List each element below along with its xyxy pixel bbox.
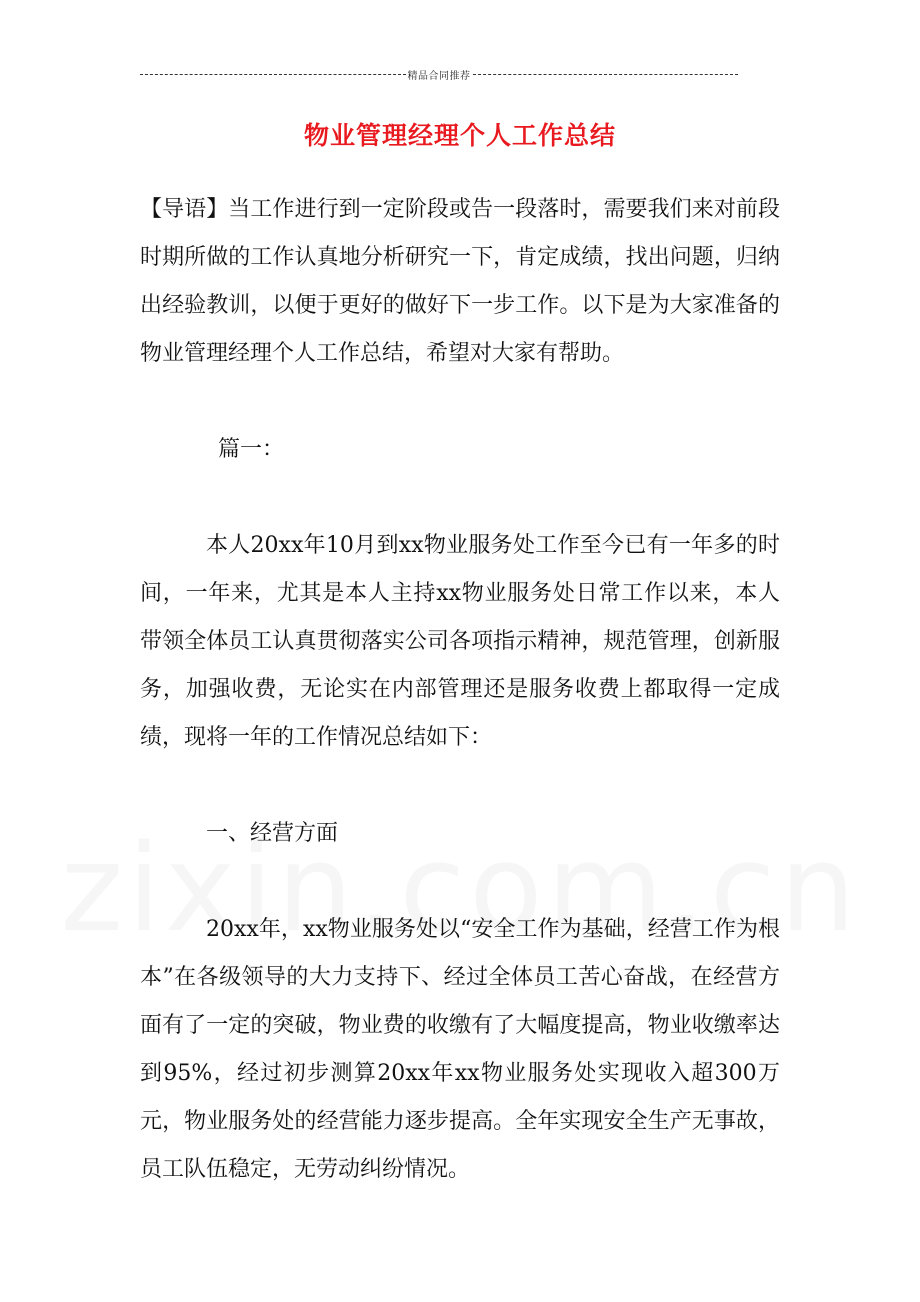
paragraph-1: 本人20xx年10月到xx物业服务处工作至今已有一年多的时间，一年来，尤其是本人主持xx物业服务处日常工作以来，本人带领全体员工认真贯彻落实公司各项指示精神，规范管理，创新服务，加强收费，无论实在内部管理还是服务收费上都取得一定成绩，现将一年的工作情况总结如下： xyxy=(140,533,780,750)
header-label: 精品合同推荐 xyxy=(407,70,471,82)
heading-business: 一、经营方面 xyxy=(206,821,339,846)
document-title: 物业管理经理个人工作总结 xyxy=(303,121,616,150)
header-dash-left xyxy=(140,74,406,75)
paragraph-2: 20xx年，xx物业服务处以“安全工作为基础，经营工作为根本”在各级领导的大力支持下、经过全体员工苦心奋战，在经营方面有了一定的突破，物业费的收缴有了大幅度提高，物业收缴率达到95%，经过初步测算20xx年xx物业服务处实现收入超300万元，物业服务处的经营能力逐步提高。全年实现安全生产无事故，员工队伍稳定，无劳动纠纷情况。 xyxy=(140,917,780,1182)
intro-paragraph: 【导语】当工作进行到一定阶段或告一段落时，需要我们来对前段时期所做的工作认真地分析研究一下，肯定成绩，找出问题，归纳出经验教训，以便于更好的做好下一步工作。以下是为大家准备的物业管理经理个人工作总结，希望对大家有帮助。 xyxy=(140,197,780,366)
section-label: 篇一： xyxy=(218,437,285,462)
header-rule xyxy=(140,66,738,82)
header-dash-right xyxy=(473,74,739,75)
